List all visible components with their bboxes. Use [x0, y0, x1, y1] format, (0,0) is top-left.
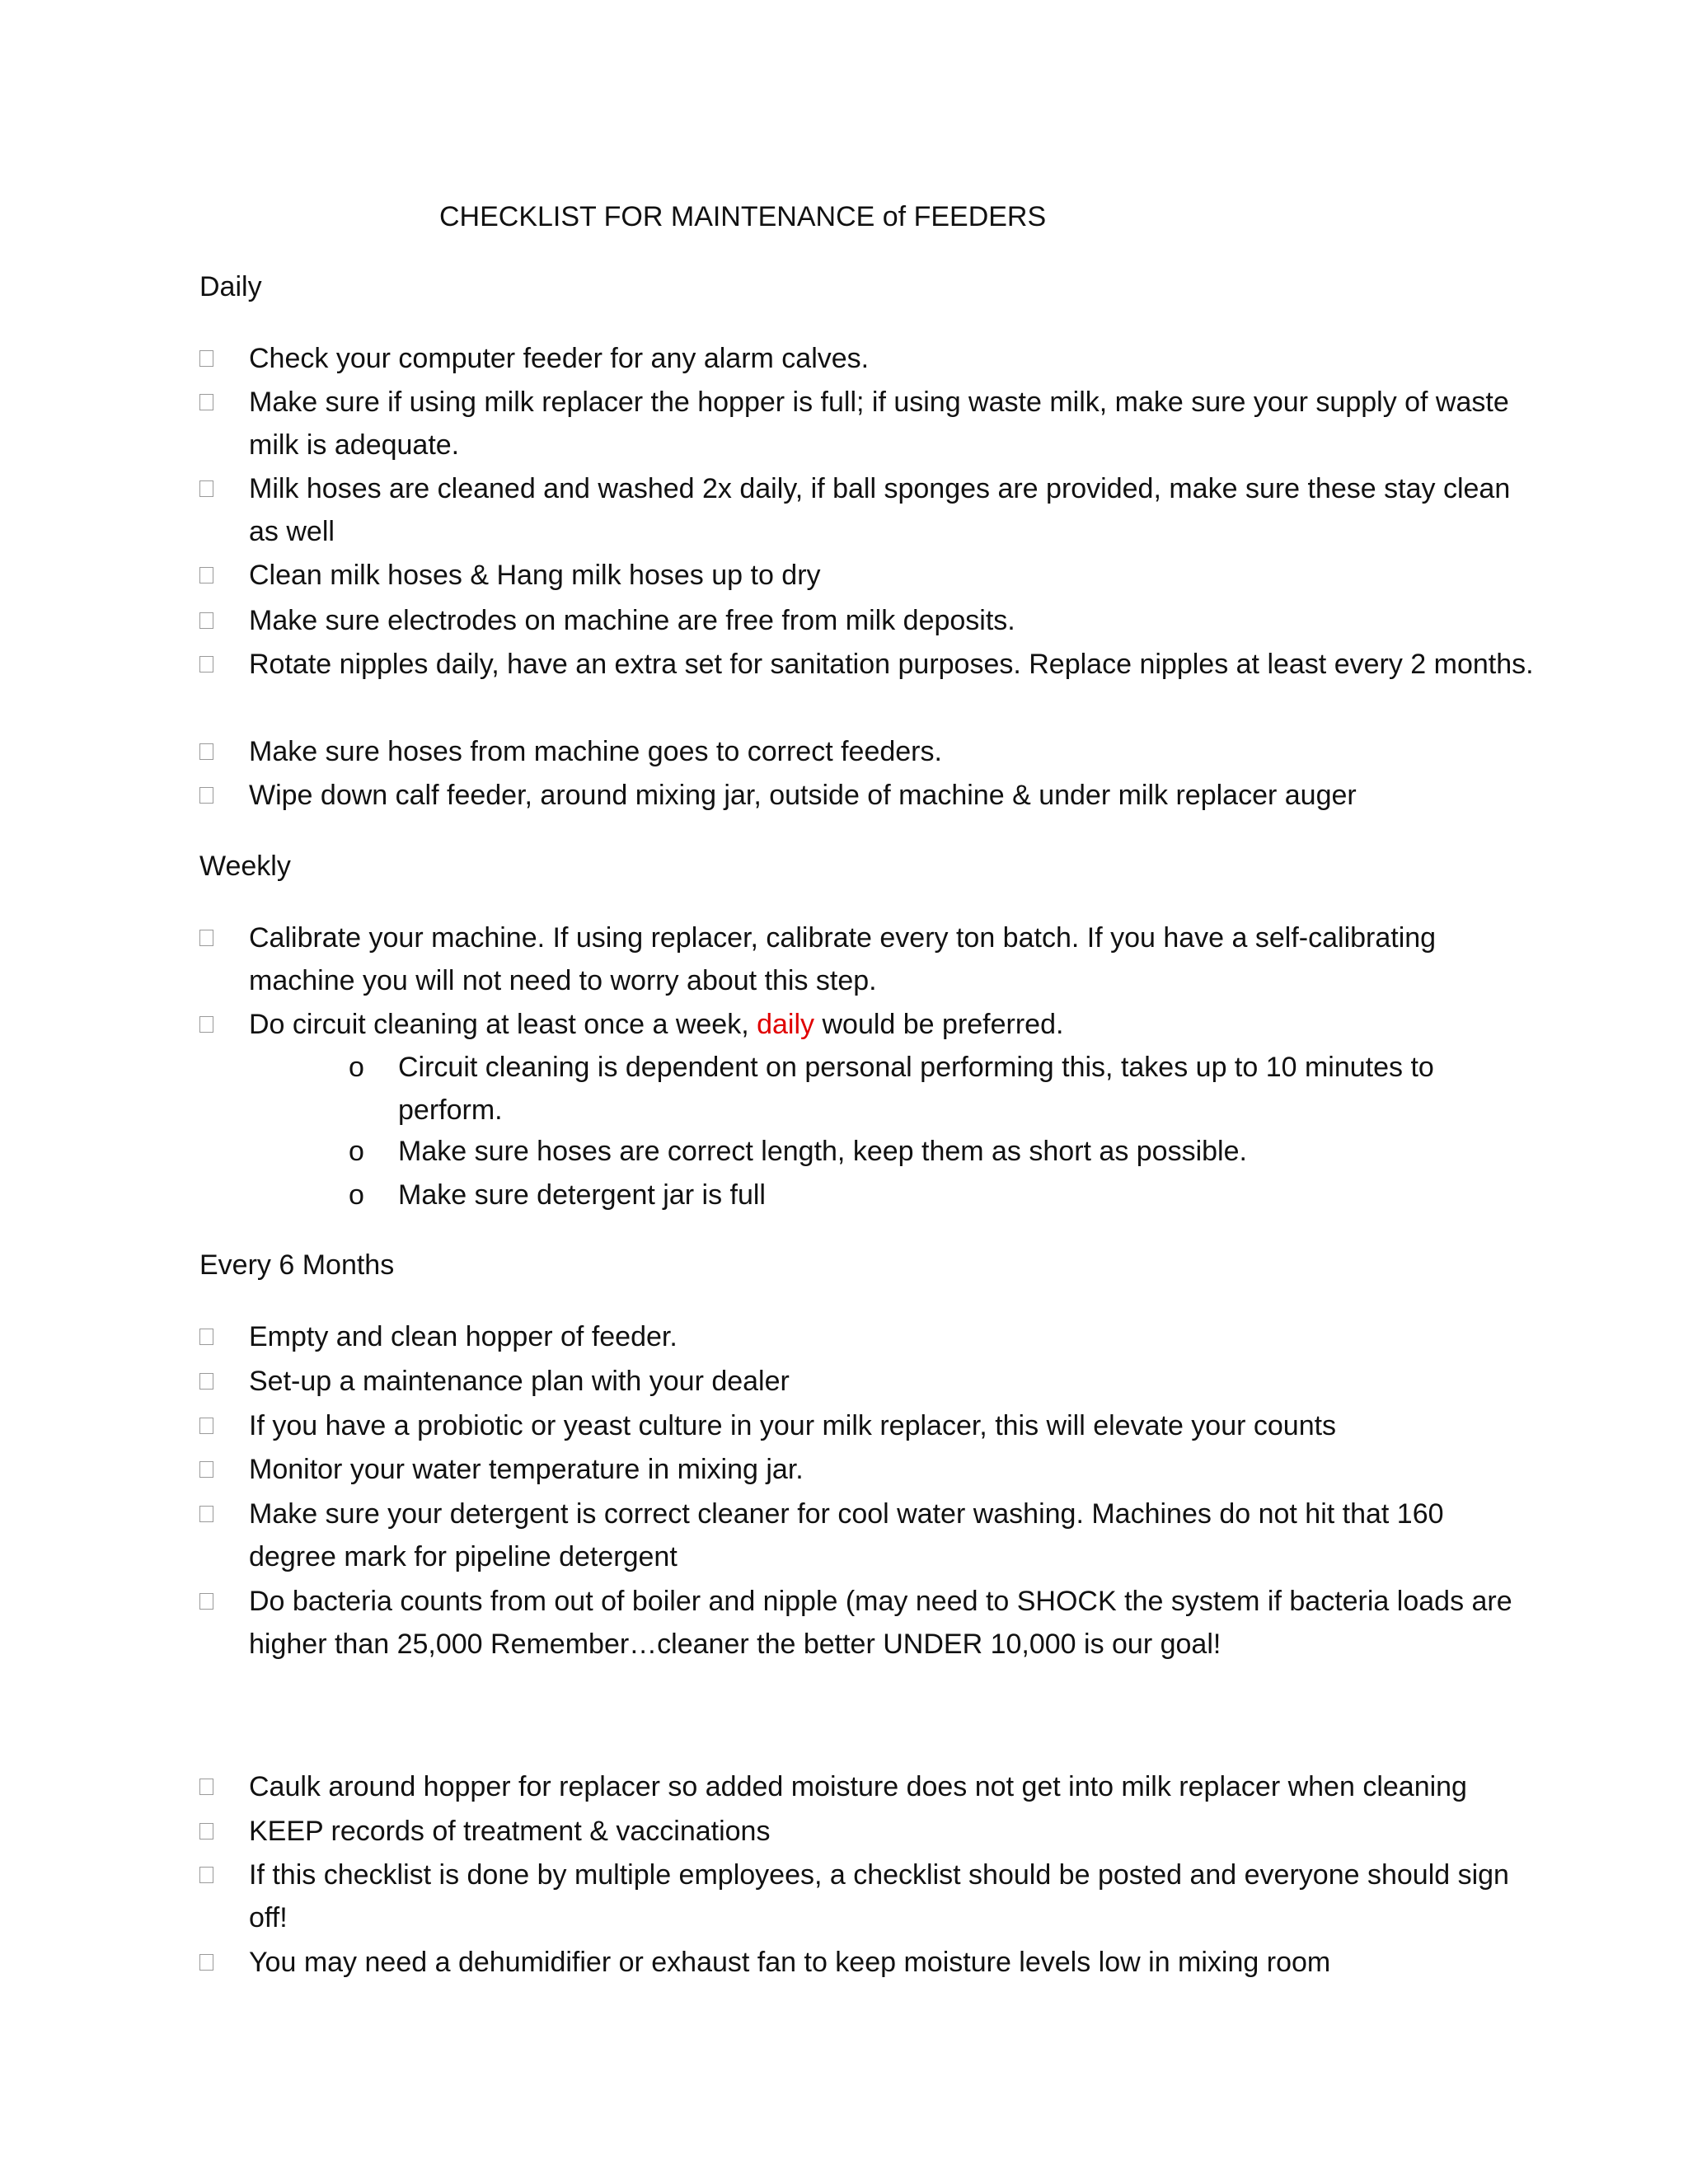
checkbox-icon[interactable] — [199, 567, 213, 583]
checkbox-icon[interactable] — [199, 787, 213, 804]
checkbox-icon[interactable] — [199, 612, 213, 629]
checkbox-icon[interactable] — [199, 1954, 213, 1971]
item-text: Check your computer feeder for any alarm calves. — [249, 343, 870, 374]
checkbox-icon[interactable] — [199, 1329, 213, 1345]
checkbox-icon[interactable] — [199, 656, 213, 673]
item-text: If this checklist is done by multiple employees, a checklist should be posted and everyone should sign off! — [249, 1859, 1509, 1933]
item-text: KEEP records of treatment & vaccinations — [249, 1816, 771, 1847]
document-title: CHECKLIST FOR MAINTENANCE of FEEDERS — [439, 201, 1047, 232]
checkbox-icon[interactable] — [199, 480, 213, 497]
item-text: Set-up a maintenance plan with your dealer — [249, 1366, 790, 1397]
bullet-icon: o — [349, 1052, 364, 1083]
sub-item-text: Make sure detergent jar is full — [398, 1179, 766, 1211]
circuit-text-before: Do circuit cleaning at least once a week, — [249, 1009, 757, 1040]
sub-item-text: Make sure hoses are correct length, keep them as short as possible. — [398, 1136, 1247, 1167]
six-months-heading: Every 6 Months — [199, 1249, 395, 1281]
item-text: You may need a dehumidifier or exhaust fan to keep moisture levels low in mixing room — [249, 1947, 1331, 1978]
sub-item-text: Circuit cleaning is dependent on personal performing this, takes up to 10 minutes to perform. — [398, 1052, 1434, 1126]
item-text: Make sure if using milk replacer the hopper is full; if using waste milk, make sure your supply of waste milk is adequate. — [249, 387, 1509, 461]
checkbox-icon[interactable] — [199, 1779, 213, 1795]
checkbox-icon[interactable] — [199, 1867, 213, 1883]
daily-heading: Daily — [199, 271, 262, 302]
item-text: Do bacteria counts from out of boiler and nipple (may need to SHOCK the system if bacteria loads are higher than 25,000 Remember…cleaner the better UNDER 10,000 is our goal! — [249, 1586, 1512, 1660]
item-text: Monitor your water temperature in mixing jar. — [249, 1454, 804, 1485]
checkbox-icon[interactable] — [199, 1373, 213, 1390]
circuit-text-after: would be preferred. — [814, 1009, 1064, 1040]
item-text: Rotate nipples daily, have an extra set for sanitation purposes. Replace nipples at least every 2 months. — [249, 649, 1534, 680]
item-text: Wipe down calf feeder, around mixing jar, outside of machine & under milk replacer auger — [249, 780, 1357, 811]
checkbox-icon[interactable] — [199, 1461, 213, 1478]
item-text: Empty and clean hopper of feeder. — [249, 1321, 678, 1352]
checkbox-icon[interactable] — [199, 743, 213, 760]
item-text: Make sure electrodes on machine are free from milk deposits. — [249, 605, 1015, 636]
bullet-icon: o — [349, 1136, 364, 1167]
checkbox-icon[interactable] — [199, 1016, 213, 1033]
checkbox-icon[interactable] — [199, 930, 213, 946]
checkbox-icon[interactable] — [199, 1418, 213, 1434]
checkbox-icon[interactable] — [199, 1823, 213, 1840]
daily-highlight: daily — [757, 1009, 815, 1040]
item-text: Clean milk hoses & Hang milk hoses up to dry — [249, 560, 821, 591]
checkbox-icon[interactable] — [199, 1506, 213, 1522]
checkbox-icon[interactable] — [199, 350, 213, 367]
item-text: Make sure your detergent is correct cleaner for cool water washing. Machines do not hit that 160 degree mark for pipeline detergent — [249, 1498, 1444, 1572]
item-text: Milk hoses are cleaned and washed 2x daily, if ball sponges are provided, make sure these stay clean as well — [249, 473, 1511, 547]
item-text: Make sure hoses from machine goes to correct feeders. — [249, 736, 942, 767]
bullet-icon: o — [349, 1179, 364, 1211]
item-text: If you have a probiotic or yeast culture in your milk replacer, this will elevate your counts — [249, 1410, 1337, 1441]
weekly-heading: Weekly — [199, 851, 291, 882]
checkbox-icon[interactable] — [199, 394, 213, 410]
checkbox-icon[interactable] — [199, 1593, 213, 1610]
item-text — [249, 1003, 1535, 1046]
item-text: Caulk around hopper for replacer so added moisture does not get into milk replacer when cleaning — [249, 1771, 1467, 1802]
item-text: Calibrate your machine. If using replacer, calibrate every ton batch. If you have a self-calibrating machine you will not need to worry about this step. — [249, 922, 1437, 996]
